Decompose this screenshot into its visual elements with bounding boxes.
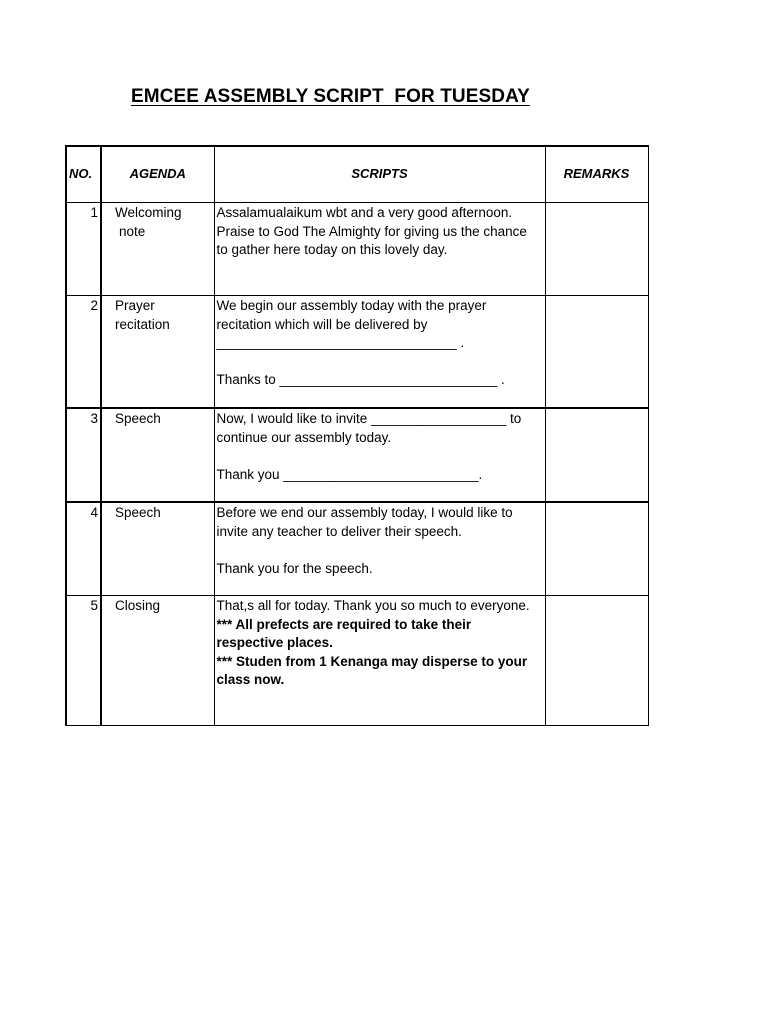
agenda-text: Closing — [115, 598, 161, 613]
remarks-cell[interactable] — [545, 596, 648, 726]
script-cell — [214, 596, 545, 726]
agenda-cell — [101, 408, 214, 502]
remarks-cell[interactable] — [545, 408, 648, 502]
agenda-text: Speech — [115, 411, 161, 426]
script-cell — [214, 408, 545, 502]
script-line: That,s all for today. Thank you so much to everyone. — [216, 598, 530, 613]
table-row — [66, 296, 648, 409]
header-agenda: AGENDA — [101, 146, 214, 203]
script-cell — [214, 296, 545, 409]
row-number: 5 — [66, 596, 101, 726]
spacer — [217, 541, 541, 560]
agenda-cell — [101, 502, 214, 596]
script-cell — [214, 502, 545, 596]
remarks-cell[interactable] — [545, 296, 648, 409]
script-cell — [214, 203, 545, 296]
script-line: Thank you for the speech. — [216, 560, 373, 576]
agenda-cell — [101, 296, 214, 409]
script-line: Thank you __________________________. — [216, 466, 483, 482]
remarks-cell[interactable] — [545, 203, 648, 296]
script-line: Assalamualaikum wbt and a very good afternoon. — [216, 205, 513, 220]
script-line: Now, I would like to invite __________________ to continue our assembly today. — [216, 411, 522, 445]
script-line: Before we end our assembly today, I would like to invite any teacher to deliver their speech. — [216, 505, 513, 539]
agenda-cell — [101, 596, 214, 726]
agenda-text: note — [119, 223, 146, 239]
header-no: NO. — [66, 146, 101, 203]
row-number: 2 — [66, 296, 101, 409]
table-row — [66, 408, 648, 502]
agenda-text: Prayer — [115, 298, 155, 313]
header-scripts: SCRIPTS — [214, 146, 545, 203]
script-line: Thanks to _____________________________ . — [216, 372, 505, 387]
agenda-text: Welcoming — [115, 205, 182, 220]
agenda-text: recitation — [115, 316, 170, 332]
script-note: *** All prefects are required to take their respective places. — [216, 616, 472, 650]
script-note: *** Studen from 1 Kenanga may disperse to your class now. — [216, 653, 528, 687]
script-line: Praise to God The Almighty for giving us the chance to gather here today on this lovely day. — [216, 223, 527, 257]
page-title: EMCEE ASSEMBLY SCRIPT FOR TUESDAY — [131, 86, 530, 107]
table-row — [66, 502, 648, 596]
table-row — [66, 596, 648, 726]
spacer — [217, 353, 541, 372]
table-row — [66, 203, 648, 296]
row-number: 4 — [66, 502, 101, 596]
assembly-script-table — [65, 145, 649, 726]
row-number: 1 — [66, 203, 101, 296]
table-header-row — [66, 146, 648, 203]
script-line: We begin our assembly today with the prayer recitation which will be delivered by ________________________________ . — [216, 298, 487, 350]
header-remarks: REMARKS — [545, 146, 648, 203]
agenda-text: Speech — [115, 505, 161, 520]
spacer — [217, 447, 541, 466]
remarks-cell[interactable] — [545, 502, 648, 596]
row-number: 3 — [66, 408, 101, 502]
agenda-cell — [101, 203, 214, 296]
